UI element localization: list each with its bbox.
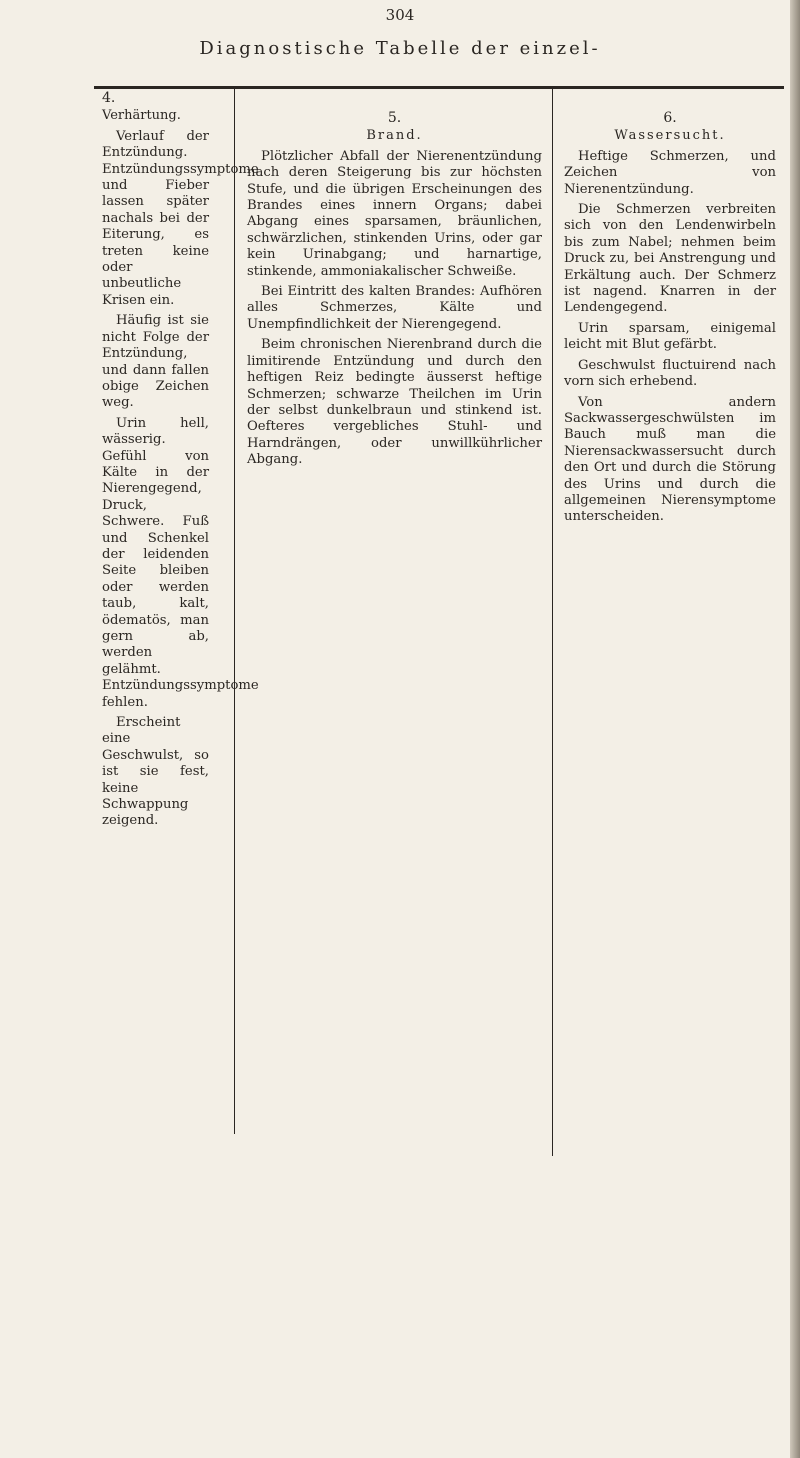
book-spine-edge: [790, 0, 800, 1458]
column-paragraph: Verlauf der Entzündung. Entzündungssymptome und Fieber lassen später nachals bei der Eiterung, es treten keine oder unbeutliche Krisen ein.: [102, 128, 259, 308]
column-paragraph: Von andern Sackwassergeschwülsten im Bauch muß man die Nierensackwassersucht durch den Ort und durch die Störung des Urins und durch die allgemeinen Nierensymptome unterscheiden.: [564, 394, 776, 525]
column-index: 6.: [663, 110, 677, 126]
column-divider: [552, 86, 553, 1156]
column-5: [247, 86, 542, 473]
column-title: Verhärtung.: [102, 108, 181, 124]
column-paragraph: Bei Eintritt des kalten Brandes: Aufhören alles Schmerzes, Kälte und Unempfindlichkeit der Nierengegend.: [247, 284, 542, 332]
column-subtitle: Wassersucht.: [614, 128, 726, 144]
diagnostic-table: [94, 86, 784, 1166]
page-number: 304: [385, 6, 415, 24]
column-paragraph: Die Schmerzen verbreiten sich von den Lendenwirbeln bis zum Nabel; nehmen beim Druck zu, bei Anstrengung und Erkältung auch. Der Schmerz ist nagend. Knarren in der Lendengegend.: [564, 202, 776, 316]
running-head: Diagnostische Tabelle der einzel-: [199, 38, 601, 59]
column-index: 4.: [102, 90, 116, 106]
column-paragraph: Urin sparsam, einigemal leicht mit Blut gefärbt.: [564, 320, 776, 353]
column-paragraph: Erscheint eine Geschwulst, so ist sie fest, keine Schwappung zeigend.: [102, 715, 209, 829]
column-paragraph: Heftige Schmerzen, und Zeichen von Nierenentzündung.: [564, 148, 776, 197]
column-paragraph: Geschwulst fluctuirend nach vorn sich erhebend.: [564, 357, 776, 390]
column-paragraph: Häufig ist sie nicht Folge der Entzündung, und dann fallen obige Zeichen weg.: [102, 313, 209, 411]
column-paragraph: Plötzlicher Abfall der Nierenentzündung nach deren Steigerung bis zur höchsten Stufe, und die übrigen Erscheinungen des Brandes eines innern Organs; dabei Abgang eines sparsamen, bräunlichen, schwärzlichen, stinkenden Urins, oder gar kein Urinabgang; und harnartige, stinkende, ammoniakalischer Schweiße.: [247, 148, 542, 279]
column-divider: [234, 86, 235, 1134]
column-subtitle: Brand.: [366, 128, 423, 144]
column-paragraph: Beim chronischen Nierenbrand durch die limitirende Entzündung und durch den heftigen Reiz bedingte äusserst heftige Schmerzen; schwarze Theilchen im Urin der selbst dunkelbraun und stinkend ist. Oefteres vergebliches Stuhl- und Harndrängen, oder unwillkührlicher Abgang.: [247, 337, 542, 468]
column-6: [564, 86, 776, 530]
column-index: 5.: [387, 110, 402, 126]
column-4: [102, 86, 259, 834]
column-paragraph: Urin hell, wässerig. Gefühl von Kälte in der Nierengegend, Druck, Schwere. Fuß und Schenkel der leidenden Seite bleiben oder werden taub, kalt, ödematös, man gern ab, werden gelähmt. Entzündungssymptome fehlen.: [102, 415, 259, 710]
